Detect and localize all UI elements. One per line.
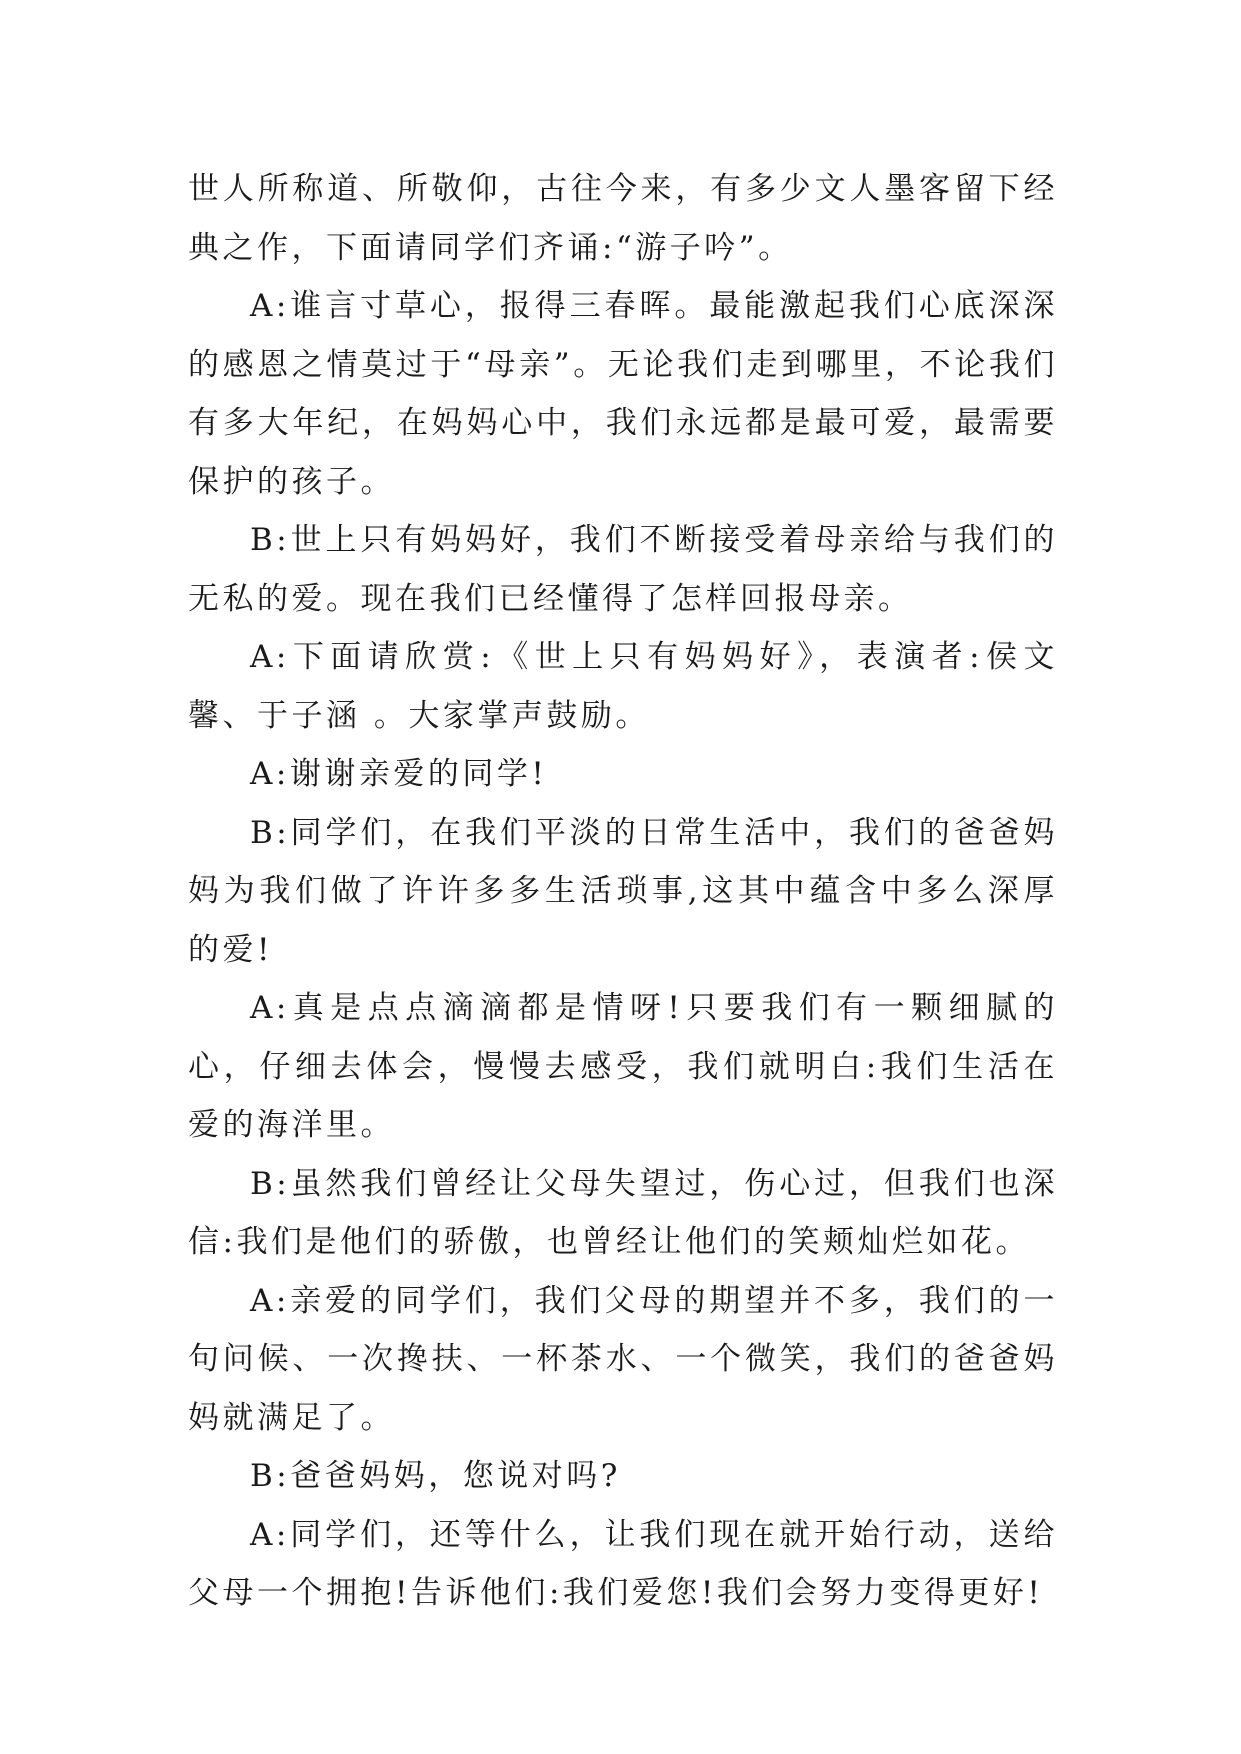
paragraph-a-action: A:同学们，还等什么，让我们现在就开始行动，送给父母一个拥抱!告诉他们:我们爱您!我们会努力变得更好!	[188, 1516, 1058, 1611]
paragraph-a-ocean-of-love: A:真是点点滴滴都是情呀!只要我们有一颗细腻的心，仔细去体会，慢慢去感受，我们就明白:我们生活在爱的海洋里。	[188, 990, 1058, 1143]
paragraph-a-gratitude: A:谁言寸草心，报得三春晖。最能激起我们心底深深的感恩之情莫过于“母亲”。无论我们走到哪里，不论我们有多大年纪，在妈妈心中，我们永远都是最可爱，最需要保护的孩子。	[188, 288, 1058, 500]
paragraph-b-pride: B:虽然我们曾经让父母失望过，伤心过，但我们也深信:我们是他们的骄傲，也曾经让他们的笑颊灿烂如花。	[188, 1165, 1058, 1260]
paragraph-b-daily-life: B:同学们，在我们平淡的日常生活中，我们的爸爸妈妈为我们做了许许多多生活琐事,这其中蕴含中多么深厚的爱!	[188, 814, 1058, 968]
paragraph-b-mothers-love: B:世上只有妈妈好，我们不断接受着母亲给与我们的无私的爱。现在我们已经懂得了怎样回报母亲。	[188, 522, 1058, 617]
paragraph-a-thanks: A:谢谢亲爱的同学!	[250, 756, 548, 792]
paragraph-intro: 世人所称道、所敬仰，古往今来，有多少文人墨客留下经典之作，下面请同学们齐诵:“游子吟”。	[188, 171, 1058, 266]
paragraph-b-question: B:爸爸妈妈，您说对吗?	[250, 1458, 621, 1494]
paragraph-a-expectations: A:亲爱的同学们，我们父母的期望并不多，我们的一句问候、一次搀扶、一杯茶水、一个微笑，我们的爸爸妈妈就满足了。	[188, 1282, 1058, 1436]
paragraph-a-performance: A:下面请欣赏:《世上只有妈妈好》，表演者:侯文馨、于子涵 。大家掌声鼓励。	[188, 639, 1058, 734]
document-page	[188, 160, 1058, 1623]
